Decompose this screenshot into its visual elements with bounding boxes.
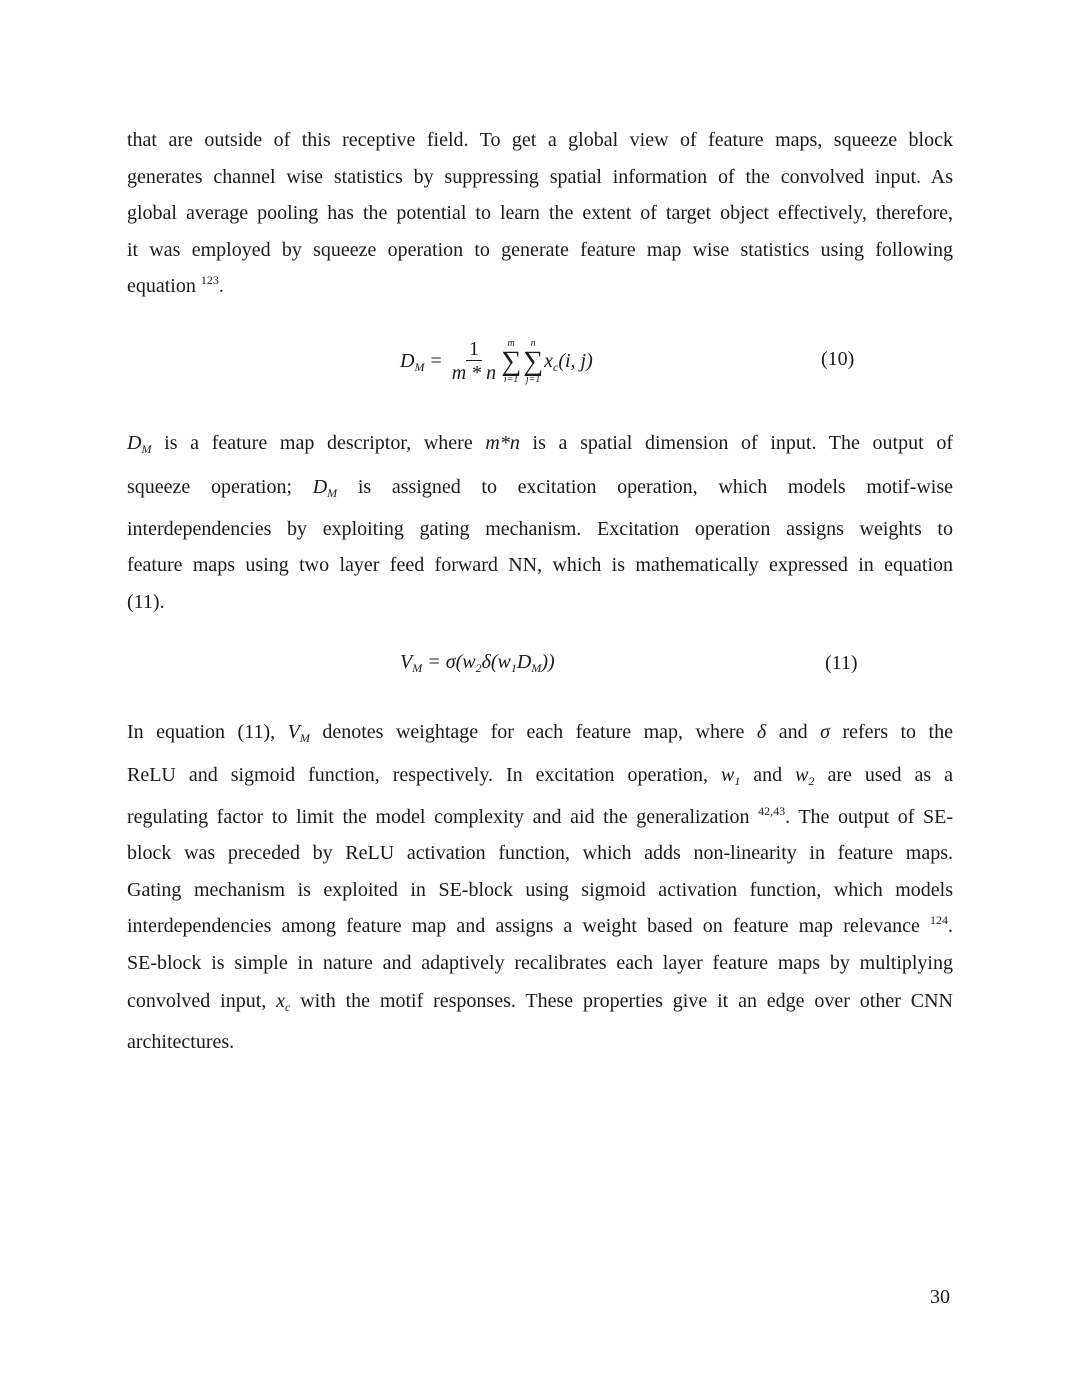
- citation: 42,43: [758, 804, 786, 818]
- inline-math: $w_1$: [720, 764, 741, 788]
- text-line: [127, 951, 953, 975]
- text-run: feature maps using two layer feed forward NN, which is mathematically expressed in equation: [127, 554, 953, 576]
- text-line: [127, 201, 953, 225]
- eq-args: (i, j): [558, 350, 593, 372]
- eq-sub: M: [412, 661, 423, 675]
- math-subscript: M: [327, 486, 338, 500]
- text-line: [127, 805, 953, 829]
- text-line: [127, 989, 953, 1013]
- text-run: regulating factor to limit the model complexity and aid the generalization: [127, 806, 759, 828]
- sigma-symbol: ∑: [523, 345, 544, 377]
- text-run: squeeze operation;: [127, 476, 313, 498]
- text-run: In equation (11),: [127, 721, 288, 743]
- eq-sub: 2: [475, 661, 482, 675]
- text-run: SE-block is simple in nature and adaptively recalibrates each layer feature maps by multiplying: [127, 952, 953, 974]
- eq-part: D: [516, 651, 532, 673]
- text-line: [127, 914, 953, 938]
- text-line: [127, 128, 953, 152]
- numerator: 1: [466, 338, 482, 361]
- equation-11: [400, 651, 555, 674]
- text-line: [127, 165, 953, 189]
- text-line: [127, 517, 953, 541]
- text-run: are used as a: [814, 764, 953, 786]
- text-line: [127, 553, 953, 577]
- eq-term: [544, 350, 593, 373]
- math-subscript: 1: [734, 774, 741, 788]
- inline-math: $V_M$: [287, 721, 310, 745]
- sum-lower: j=1: [525, 373, 541, 385]
- text-line: [127, 238, 953, 262]
- equation-number-11: (11): [825, 652, 858, 674]
- sum-upper: n: [530, 337, 536, 349]
- inline-math: $D_M$: [127, 432, 152, 456]
- text-run: interdependencies by exploiting gating mechanism. Excitation operation assigns weights to: [127, 518, 953, 540]
- text-run: .: [218, 275, 224, 297]
- text-run: block was preceded by ReLU activation function, which adds non-linearity in feature maps.: [127, 842, 953, 864]
- eq-symbol: V: [400, 651, 413, 673]
- eq-part: )): [541, 651, 555, 673]
- eq-part: = σ(w: [427, 651, 476, 673]
- inline-math: m*n: [485, 432, 520, 454]
- denominator: m * n: [451, 362, 497, 384]
- citation: 123: [200, 273, 219, 287]
- citation: 124: [930, 913, 948, 927]
- text-run: refers to the: [829, 721, 953, 743]
- sum-i: [501, 339, 521, 385]
- text-run: is assigned to excitation operation, which models motif-wise: [337, 476, 953, 498]
- math-subscript: c: [285, 1000, 291, 1014]
- sum-j: [523, 339, 543, 385]
- text-run: Gating mechanism is exploited in SE-block using sigmoid activation function, which models: [127, 879, 953, 901]
- math-subscript: 2: [808, 774, 815, 788]
- text-line: [127, 841, 953, 865]
- text-run: with the motif responses. These properties give it an edge over other CNN: [290, 990, 953, 1012]
- text-line: [127, 274, 953, 298]
- text-run: and: [740, 764, 796, 786]
- eq-lhs: [400, 350, 424, 373]
- eq-sub: M: [531, 661, 542, 675]
- equation-number-10: (10): [821, 348, 855, 370]
- equation-10: [400, 338, 593, 385]
- text-line: [127, 1030, 953, 1054]
- text-run: it was employed by squeeze operation to generate feature map wise statistics using following: [127, 239, 953, 261]
- text-run: convolved input,: [127, 990, 277, 1012]
- text-line: [127, 475, 953, 499]
- eq-sub: 1: [510, 661, 517, 675]
- text-run: is a feature map descriptor, where: [151, 432, 486, 454]
- text-run: that are outside of this receptive field. To get a global view of feature maps, squeeze block: [127, 129, 953, 151]
- eq-sub: M: [414, 360, 425, 374]
- text-run: global average pooling has the potential to learn the extent of target object effectively, therefore,: [127, 202, 953, 224]
- inline-math: $D_M$: [312, 476, 338, 500]
- text-run: is a spatial dimension of input. The output of: [519, 432, 953, 454]
- fraction: [452, 338, 496, 385]
- sigma-symbol: ∑: [501, 345, 522, 377]
- text-line: [127, 763, 953, 787]
- text-run: denotes weightage for each feature map, where: [309, 721, 757, 743]
- page-number: 30: [930, 1286, 950, 1308]
- text-run: ReLU and sigmoid function, respectively. In excitation operation,: [127, 764, 721, 786]
- text-run: . The output of SE-: [785, 806, 953, 828]
- text-run: equation: [127, 275, 201, 297]
- eq-sub: c: [553, 360, 559, 374]
- text-line: [127, 878, 953, 902]
- text-run: interdependencies among feature map and assigns a weight based on feature map relevance: [127, 915, 930, 937]
- eq-symbol: x: [544, 350, 554, 372]
- eq-symbol: D: [400, 350, 415, 372]
- text-line: [127, 720, 953, 744]
- math-subscript: M: [141, 442, 152, 456]
- text-line: [127, 590, 953, 614]
- text-run: architectures.: [127, 1031, 235, 1053]
- text-run: and: [766, 721, 821, 743]
- sum-lower: i=1: [503, 373, 519, 385]
- text-run: generates channel wise statistics by suppressing spatial information of the convolved input. As: [127, 166, 953, 188]
- sum-upper: m: [507, 337, 515, 349]
- eq-part: δ(w: [481, 651, 511, 673]
- eq-expression: [400, 651, 555, 674]
- eq-equals: =: [430, 350, 442, 372]
- text-line: [127, 431, 953, 455]
- inline-math: $w_2$: [795, 764, 815, 788]
- inline-math: δ: [756, 721, 767, 743]
- inline-math: $x_c$: [276, 990, 291, 1014]
- inline-math: σ: [820, 721, 830, 743]
- math-subscript: M: [299, 731, 310, 745]
- text-run: .: [948, 915, 953, 937]
- text-run: (11).: [127, 591, 165, 613]
